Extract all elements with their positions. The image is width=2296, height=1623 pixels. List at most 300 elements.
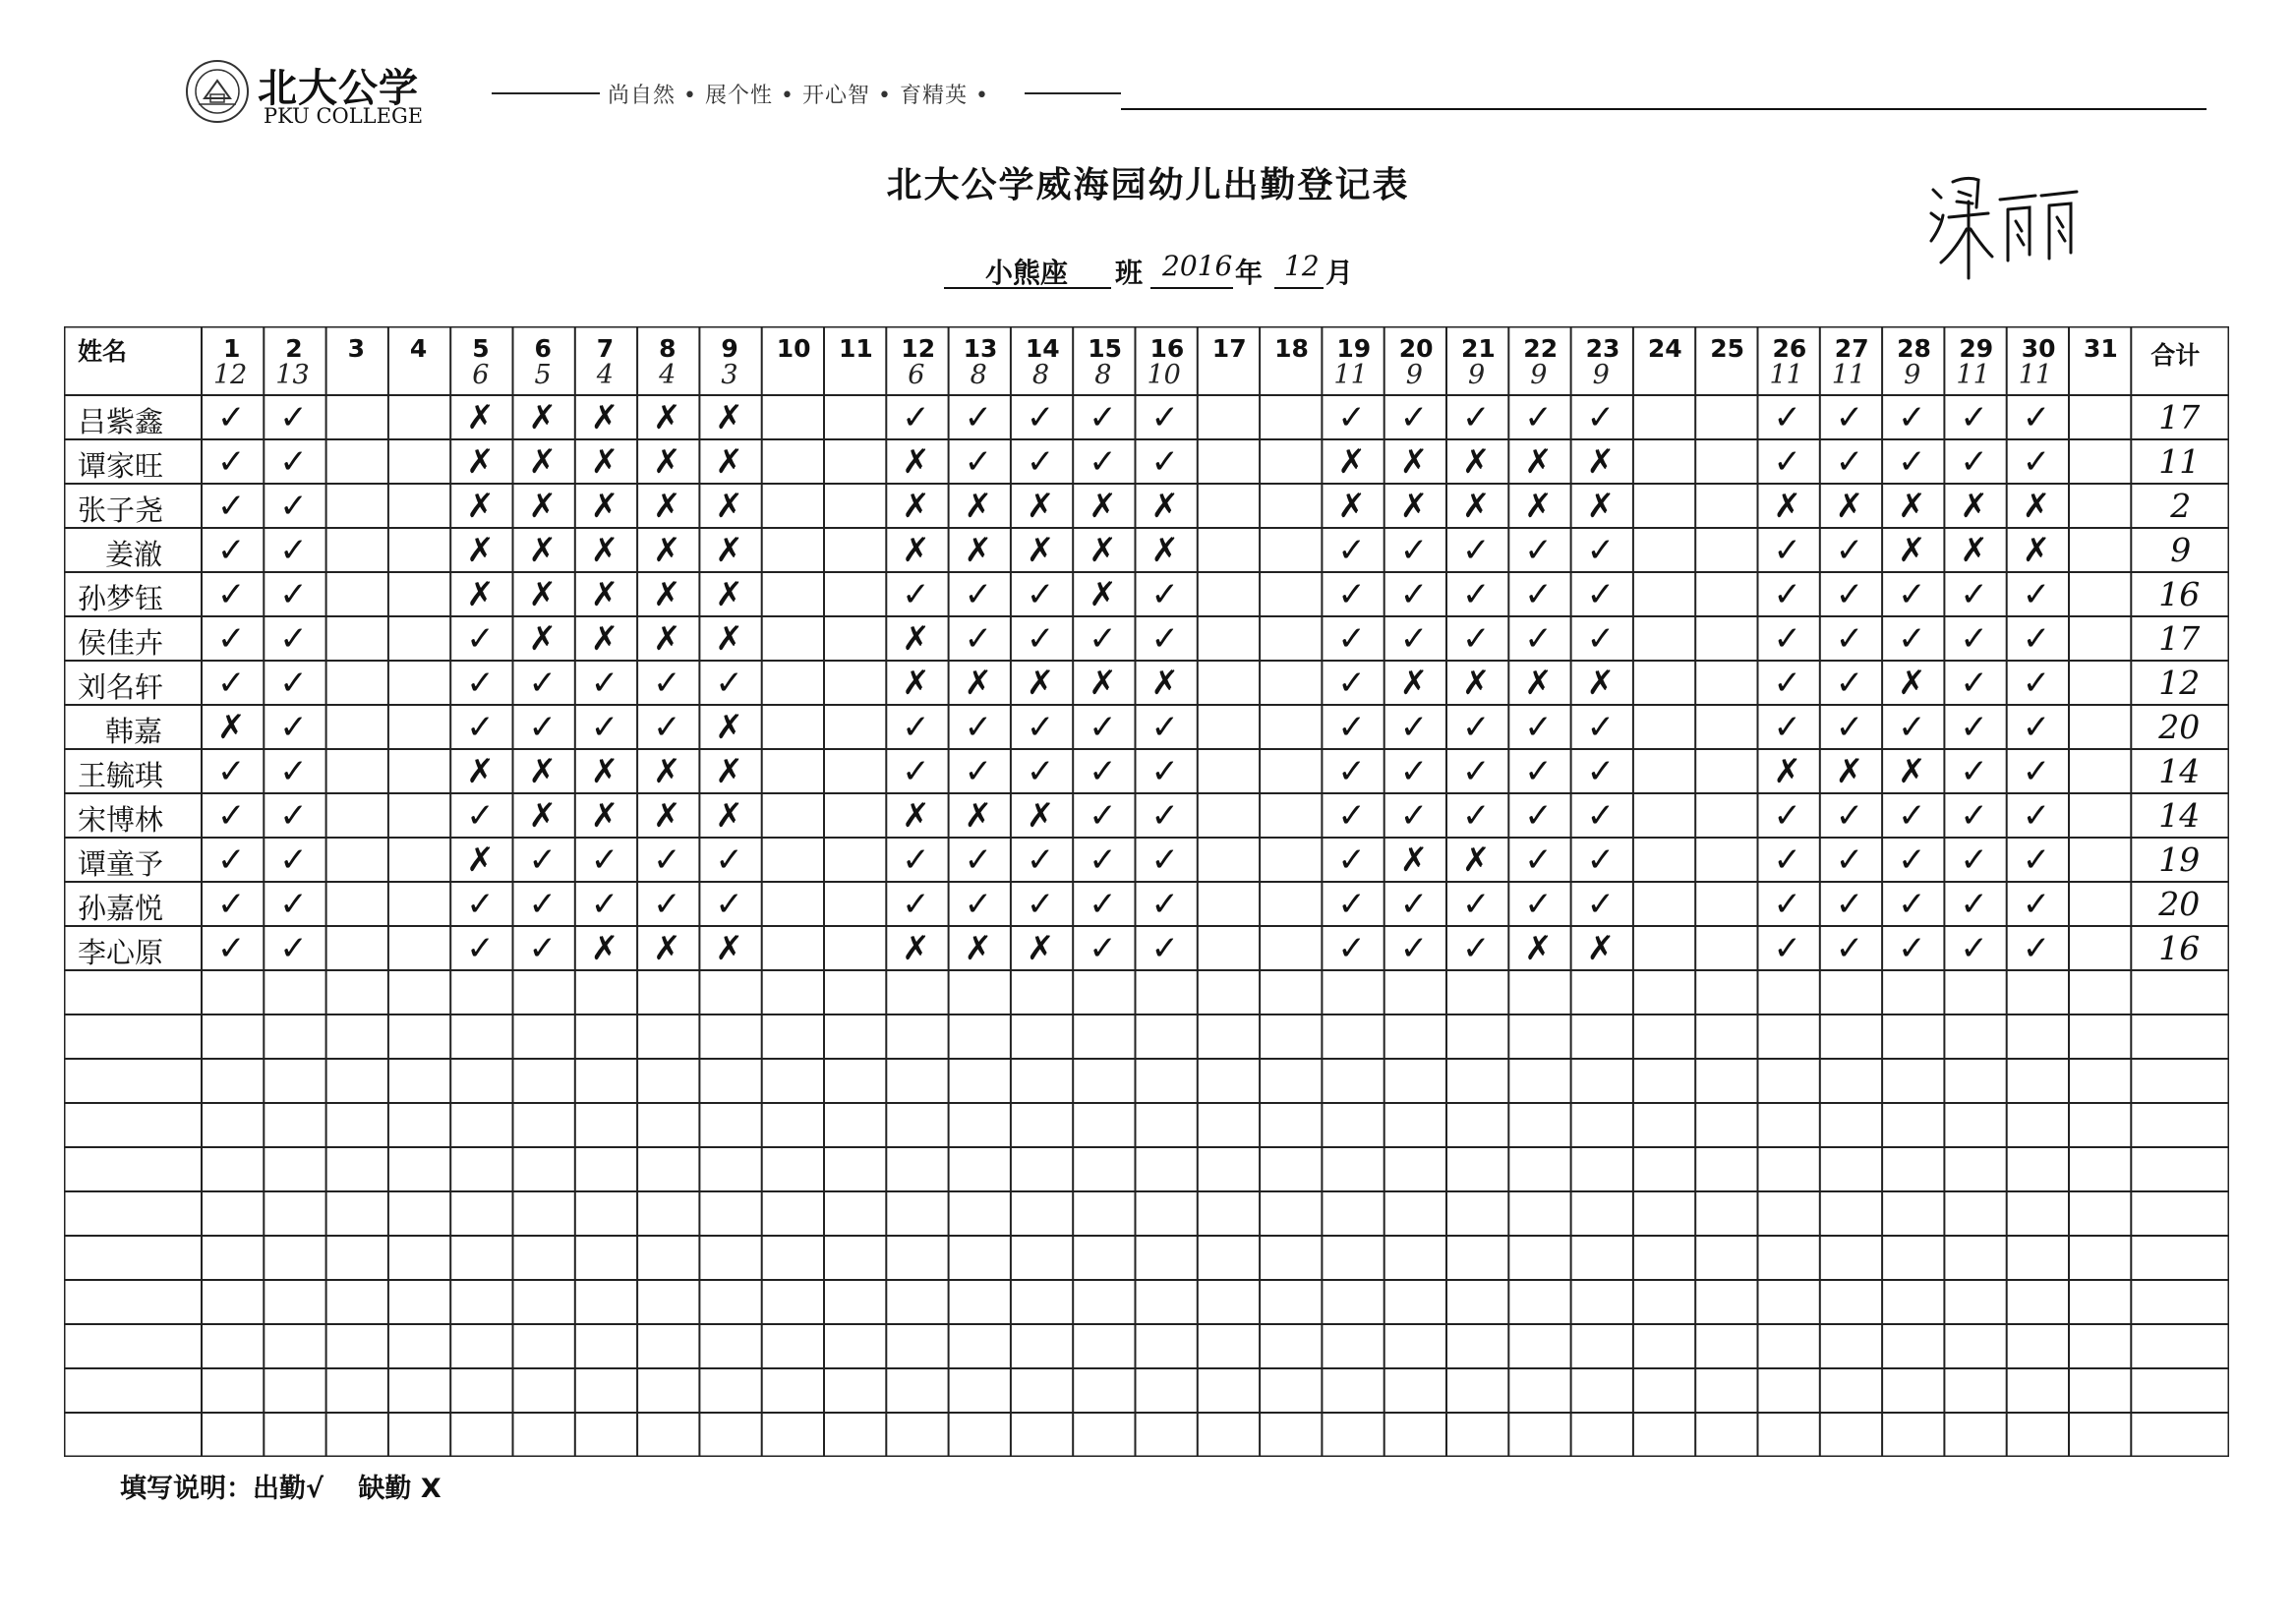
absent-mark: ✗ bbox=[528, 752, 557, 791]
absent-mark: ✗ bbox=[590, 442, 619, 482]
absent-mark: ✗ bbox=[715, 531, 743, 570]
month-value: 12 bbox=[1284, 250, 1320, 282]
present-mark: ✓ bbox=[217, 752, 246, 791]
present-mark: ✓ bbox=[1337, 575, 1366, 614]
student-name: 姜澈 bbox=[105, 538, 163, 571]
absent-mark: ✗ bbox=[528, 575, 557, 614]
present-mark: ✓ bbox=[715, 840, 743, 880]
day-header: 14 bbox=[1025, 334, 1060, 363]
absent-mark: ✗ bbox=[1524, 664, 1553, 703]
day-header: 21 bbox=[1461, 334, 1496, 363]
present-mark: ✓ bbox=[279, 398, 308, 437]
day-header: 25 bbox=[1710, 334, 1744, 363]
present-mark: ✓ bbox=[964, 398, 993, 437]
present-mark: ✓ bbox=[2022, 840, 2051, 880]
present-mark: ✓ bbox=[1524, 796, 1553, 836]
absent-mark: ✗ bbox=[1399, 487, 1429, 526]
present-mark: ✓ bbox=[1835, 929, 1864, 968]
present-mark: ✓ bbox=[1462, 619, 1491, 659]
student-name: 谭童予 bbox=[78, 847, 164, 881]
absent-mark: ✗ bbox=[1150, 531, 1179, 570]
absent-mark: ✗ bbox=[1089, 531, 1117, 570]
day-header: 8 bbox=[659, 334, 677, 363]
present-mark: ✓ bbox=[279, 929, 308, 968]
absent-mark: ✗ bbox=[1089, 664, 1117, 703]
student-name: 吕紫鑫 bbox=[78, 405, 164, 438]
day-header: 1 bbox=[223, 334, 241, 363]
present-mark: ✓ bbox=[1835, 575, 1864, 614]
present-mark: ✓ bbox=[1960, 885, 1988, 924]
present-mark: ✓ bbox=[590, 664, 619, 703]
present-mark: ✓ bbox=[2022, 619, 2051, 659]
present-mark: ✓ bbox=[1960, 840, 1988, 880]
absent-mark: ✗ bbox=[590, 619, 619, 659]
present-mark: ✓ bbox=[1089, 752, 1117, 791]
present-mark: ✓ bbox=[1960, 708, 1988, 747]
day-header: 23 bbox=[1585, 334, 1620, 363]
present-mark: ✓ bbox=[1399, 619, 1429, 659]
absent-mark: ✗ bbox=[902, 531, 930, 570]
present-mark: ✓ bbox=[217, 398, 246, 437]
student-total: 9 bbox=[2170, 531, 2192, 569]
present-mark: ✓ bbox=[1586, 752, 1616, 791]
absent-mark: ✗ bbox=[466, 752, 495, 791]
day-header: 15 bbox=[1088, 334, 1122, 363]
day-header: 31 bbox=[2084, 334, 2118, 363]
present-mark: ✓ bbox=[964, 442, 993, 482]
student-total: 17 bbox=[2158, 619, 2201, 658]
absent-mark: ✗ bbox=[964, 929, 993, 968]
absent-mark: ✗ bbox=[590, 752, 619, 791]
month-label: 月 bbox=[1325, 257, 1354, 289]
present-mark: ✓ bbox=[1773, 575, 1801, 614]
present-mark: ✓ bbox=[964, 885, 993, 924]
class-name: 小熊座 bbox=[985, 257, 1069, 289]
absent-mark: ✗ bbox=[902, 929, 930, 968]
present-mark: ✓ bbox=[1337, 885, 1366, 924]
day-count: 11 bbox=[1831, 360, 1866, 390]
present-mark: ✓ bbox=[1835, 619, 1864, 659]
present-mark: ✓ bbox=[217, 487, 246, 526]
present-mark: ✓ bbox=[1150, 796, 1179, 836]
present-mark: ✓ bbox=[2022, 442, 2051, 482]
page-title: 北大公学威海园幼儿出勤登记表 bbox=[886, 165, 1410, 205]
present-mark: ✓ bbox=[1586, 575, 1616, 614]
absent-mark: ✗ bbox=[1026, 531, 1055, 570]
absent-mark: ✗ bbox=[1089, 487, 1117, 526]
day-count: 4 bbox=[596, 360, 614, 390]
absent-mark: ✗ bbox=[1960, 531, 1988, 570]
present-mark: ✓ bbox=[715, 664, 743, 703]
present-mark: ✓ bbox=[1524, 398, 1553, 437]
student-total: 12 bbox=[2158, 664, 2201, 702]
slogan-item: 育精英 bbox=[900, 84, 969, 108]
present-mark: ✓ bbox=[1337, 752, 1366, 791]
present-mark: ✓ bbox=[1524, 885, 1553, 924]
present-mark: ✓ bbox=[1773, 840, 1801, 880]
present-mark: ✓ bbox=[1524, 575, 1553, 614]
present-mark: ✓ bbox=[466, 929, 495, 968]
present-mark: ✓ bbox=[590, 708, 619, 747]
absent-mark: ✗ bbox=[466, 398, 495, 437]
day-count: 11 bbox=[1769, 360, 1803, 390]
present-mark: ✓ bbox=[528, 708, 557, 747]
day-header: 10 bbox=[776, 334, 811, 363]
present-mark: ✓ bbox=[1835, 840, 1864, 880]
absent-mark: ✗ bbox=[653, 398, 681, 437]
absent-mark: ✗ bbox=[590, 575, 619, 614]
day-count: 12 bbox=[213, 360, 248, 390]
present-mark: ✓ bbox=[1462, 796, 1491, 836]
student-name: 张子尧 bbox=[78, 493, 164, 527]
present-mark: ✓ bbox=[1462, 885, 1491, 924]
student-name: 宋博林 bbox=[78, 803, 164, 837]
absent-mark: ✗ bbox=[466, 487, 495, 526]
present-mark: ✓ bbox=[1773, 885, 1801, 924]
present-mark: ✓ bbox=[1337, 708, 1366, 747]
student-total: 19 bbox=[2158, 840, 2201, 879]
present-mark: ✓ bbox=[964, 575, 993, 614]
present-mark: ✓ bbox=[1089, 840, 1117, 880]
present-mark: ✓ bbox=[1462, 398, 1491, 437]
present-mark: ✓ bbox=[1835, 442, 1864, 482]
absent-mark: ✗ bbox=[1835, 487, 1864, 526]
present-mark: ✓ bbox=[653, 664, 681, 703]
student-name: 孙梦钰 bbox=[78, 582, 164, 615]
present-mark: ✓ bbox=[1089, 796, 1117, 836]
student-total: 16 bbox=[2158, 929, 2201, 967]
present-mark: ✓ bbox=[1835, 885, 1864, 924]
absent-mark: ✗ bbox=[1399, 664, 1429, 703]
absent-mark: ✗ bbox=[1586, 929, 1616, 968]
present-mark: ✓ bbox=[1026, 442, 1055, 482]
absent-mark: ✗ bbox=[590, 796, 619, 836]
absent-mark: ✗ bbox=[1773, 487, 1801, 526]
present-mark: ✓ bbox=[466, 664, 495, 703]
present-mark: ✓ bbox=[1150, 619, 1179, 659]
present-mark: ✓ bbox=[1337, 531, 1366, 570]
attendance-table bbox=[64, 326, 2229, 1457]
present-mark: ✓ bbox=[279, 840, 308, 880]
present-mark: ✓ bbox=[1150, 398, 1179, 437]
student-name: 侯佳卉 bbox=[78, 626, 164, 660]
student-total: 2 bbox=[2170, 487, 2192, 525]
day-header: 6 bbox=[534, 334, 552, 363]
day-header: 2 bbox=[285, 334, 303, 363]
present-mark: ✓ bbox=[1773, 398, 1801, 437]
present-mark: ✓ bbox=[1462, 929, 1491, 968]
present-mark: ✓ bbox=[1337, 619, 1366, 659]
day-count: 11 bbox=[1333, 360, 1368, 390]
present-mark: ✓ bbox=[1462, 575, 1491, 614]
day-header: 29 bbox=[1959, 334, 1994, 363]
present-mark: ✓ bbox=[1462, 752, 1491, 791]
present-mark: ✓ bbox=[1835, 708, 1864, 747]
legend bbox=[120, 1467, 467, 1505]
day-count: 3 bbox=[721, 360, 738, 390]
day-header: 4 bbox=[409, 334, 428, 363]
present-mark: ✓ bbox=[466, 619, 495, 659]
present-mark: ✓ bbox=[1150, 752, 1179, 791]
day-header: 20 bbox=[1398, 334, 1434, 363]
present-mark: ✓ bbox=[1026, 575, 1055, 614]
absent-mark: ✗ bbox=[653, 487, 681, 526]
present-mark: ✓ bbox=[2022, 575, 2051, 614]
present-mark: ✓ bbox=[2022, 664, 2051, 703]
slogan-line-left bbox=[492, 92, 600, 94]
present-mark: ✓ bbox=[902, 575, 930, 614]
present-mark: ✓ bbox=[1399, 398, 1429, 437]
present-mark: ✓ bbox=[1898, 442, 1926, 482]
present-mark: ✓ bbox=[217, 840, 246, 880]
absent-mark: ✗ bbox=[466, 575, 495, 614]
present-mark: ✓ bbox=[1524, 840, 1553, 880]
day-count: 9 bbox=[1468, 360, 1486, 390]
present-mark: ✓ bbox=[1524, 619, 1553, 659]
present-mark: ✓ bbox=[1960, 929, 1988, 968]
present-mark: ✓ bbox=[279, 708, 308, 747]
present-mark: ✓ bbox=[2022, 752, 2051, 791]
present-mark: ✓ bbox=[1835, 796, 1864, 836]
present-mark: ✓ bbox=[1898, 885, 1926, 924]
day-count: 11 bbox=[2018, 360, 2053, 390]
day-count: 10 bbox=[1147, 360, 1181, 390]
absent-mark: ✗ bbox=[1337, 487, 1366, 526]
absent-mark: ✗ bbox=[902, 442, 930, 482]
present-mark: ✓ bbox=[715, 885, 743, 924]
day-header: 16 bbox=[1149, 334, 1185, 363]
student-name: 孙嘉悦 bbox=[78, 892, 164, 925]
day-count: 13 bbox=[275, 360, 310, 390]
present-mark: ✓ bbox=[1898, 398, 1926, 437]
student-total: 20 bbox=[2158, 885, 2201, 923]
present-mark: ✓ bbox=[1399, 929, 1429, 968]
day-header: 27 bbox=[1834, 334, 1869, 363]
present-mark: ✓ bbox=[1586, 840, 1616, 880]
present-mark: ✓ bbox=[217, 442, 246, 482]
absent-mark: ✗ bbox=[1150, 487, 1179, 526]
present-mark: ✓ bbox=[1026, 398, 1055, 437]
absent-mark: ✗ bbox=[528, 619, 557, 659]
absent-mark: ✗ bbox=[715, 929, 743, 968]
present-mark: ✓ bbox=[1835, 664, 1864, 703]
year-label: 年 bbox=[1235, 257, 1264, 289]
absent-mark: ✗ bbox=[1898, 664, 1926, 703]
day-header: 5 bbox=[472, 334, 490, 363]
present-mark: ✓ bbox=[1773, 708, 1801, 747]
present-mark: ✓ bbox=[1026, 752, 1055, 791]
absent-mark: ✗ bbox=[1462, 664, 1491, 703]
day-header: 7 bbox=[596, 334, 615, 363]
present-mark: ✓ bbox=[1773, 619, 1801, 659]
present-mark: ✓ bbox=[217, 531, 246, 570]
slogan-item: 开心智 bbox=[802, 84, 871, 108]
present-mark: ✓ bbox=[1773, 664, 1801, 703]
present-mark: ✓ bbox=[279, 575, 308, 614]
slogan-line-right bbox=[1025, 92, 1121, 94]
absent-mark: ✗ bbox=[1960, 487, 1988, 526]
day-header: 18 bbox=[1274, 334, 1309, 363]
day-count: 9 bbox=[1530, 360, 1548, 390]
absent-mark: ✗ bbox=[1773, 752, 1801, 791]
absent-mark: ✗ bbox=[1026, 487, 1055, 526]
absent-mark: ✗ bbox=[2022, 487, 2051, 526]
present-mark: ✓ bbox=[1150, 575, 1179, 614]
present-mark: ✓ bbox=[2022, 398, 2051, 437]
absent-mark: ✗ bbox=[1399, 840, 1429, 880]
logo-english-name: PKU COLLEGE bbox=[264, 104, 424, 128]
present-mark: ✓ bbox=[1337, 664, 1366, 703]
handwritten-signature bbox=[1927, 172, 2094, 290]
absent-mark: ✗ bbox=[1462, 442, 1491, 482]
absent-mark: ✗ bbox=[715, 752, 743, 791]
present-mark: ✓ bbox=[1150, 708, 1179, 747]
absent-mark: ✗ bbox=[528, 442, 557, 482]
present-mark: ✓ bbox=[1089, 885, 1117, 924]
absent-mark: ✗ bbox=[1586, 442, 1616, 482]
present-mark: ✓ bbox=[528, 885, 557, 924]
present-mark: ✓ bbox=[1026, 840, 1055, 880]
student-name: 李心原 bbox=[78, 936, 164, 969]
absent-mark: ✗ bbox=[1026, 929, 1055, 968]
absent-mark: ✗ bbox=[1462, 840, 1491, 880]
absent-mark: ✗ bbox=[902, 619, 930, 659]
present-mark: ✓ bbox=[902, 708, 930, 747]
absent-mark: ✗ bbox=[964, 664, 993, 703]
present-mark: ✓ bbox=[1399, 575, 1429, 614]
present-mark: ✓ bbox=[2022, 885, 2051, 924]
present-mark: ✓ bbox=[1524, 531, 1553, 570]
absent-mark: ✗ bbox=[1524, 487, 1553, 526]
absent-mark: ✗ bbox=[715, 796, 743, 836]
present-mark: ✓ bbox=[902, 752, 930, 791]
absent-mark: ✗ bbox=[653, 619, 681, 659]
present-mark: ✓ bbox=[1089, 619, 1117, 659]
present-mark: ✓ bbox=[1089, 929, 1117, 968]
present-mark: ✓ bbox=[1089, 708, 1117, 747]
absent-mark: ✗ bbox=[1399, 442, 1429, 482]
absent-mark: ✗ bbox=[1524, 929, 1553, 968]
present-mark: ✓ bbox=[964, 752, 993, 791]
present-mark: ✓ bbox=[466, 708, 495, 747]
present-mark: ✓ bbox=[2022, 929, 2051, 968]
present-mark: ✓ bbox=[1399, 796, 1429, 836]
present-mark: ✓ bbox=[1089, 442, 1117, 482]
absent-mark: ✗ bbox=[590, 398, 619, 437]
present-mark: ✓ bbox=[1898, 619, 1926, 659]
present-mark: ✓ bbox=[217, 929, 246, 968]
present-mark: ✓ bbox=[1773, 442, 1801, 482]
absent-mark: ✗ bbox=[902, 796, 930, 836]
present-mark: ✓ bbox=[1773, 796, 1801, 836]
absent-mark: ✗ bbox=[528, 531, 557, 570]
absent-mark: ✗ bbox=[590, 487, 619, 526]
present-mark: ✓ bbox=[1399, 531, 1429, 570]
present-mark: ✓ bbox=[217, 619, 246, 659]
absent-mark: ✗ bbox=[1337, 442, 1366, 482]
present-mark: ✓ bbox=[1586, 885, 1616, 924]
day-header: 28 bbox=[1897, 334, 1931, 363]
present-mark: ✓ bbox=[279, 752, 308, 791]
class-label: 班 bbox=[1115, 257, 1144, 289]
present-mark: ✓ bbox=[1586, 708, 1616, 747]
absent-mark: ✗ bbox=[715, 708, 743, 747]
total-header: 合计 bbox=[2150, 341, 2201, 370]
present-mark: ✓ bbox=[1337, 840, 1366, 880]
present-mark: ✓ bbox=[1150, 442, 1179, 482]
absent-mark: ✗ bbox=[1898, 752, 1926, 791]
absent-mark: ✗ bbox=[590, 929, 619, 968]
student-total: 11 bbox=[2158, 442, 2201, 481]
absent-mark: ✗ bbox=[1898, 487, 1926, 526]
present-mark: ✓ bbox=[1150, 840, 1179, 880]
slogan bbox=[492, 79, 1121, 108]
absent-mark: ✗ bbox=[964, 796, 993, 836]
slogan-text: 尚自然 • 展个性 • 开心智 • 育精英 • bbox=[608, 84, 989, 108]
present-mark: ✓ bbox=[1898, 708, 1926, 747]
present-mark: ✓ bbox=[653, 708, 681, 747]
present-mark: ✓ bbox=[1586, 398, 1616, 437]
present-mark: ✓ bbox=[279, 487, 308, 526]
absent-mark: ✗ bbox=[1150, 664, 1179, 703]
absent-mark: ✗ bbox=[715, 619, 743, 659]
absent-mark: ✗ bbox=[715, 487, 743, 526]
present-mark: ✓ bbox=[1337, 796, 1366, 836]
absent-mark: ✗ bbox=[1835, 752, 1864, 791]
day-count: 9 bbox=[1592, 360, 1610, 390]
absent-mark: ✗ bbox=[1089, 575, 1117, 614]
header-rule bbox=[1121, 108, 2207, 110]
student-total: 16 bbox=[2158, 575, 2201, 613]
absent-mark: ✗ bbox=[964, 487, 993, 526]
present-mark: ✓ bbox=[1026, 619, 1055, 659]
day-header: 9 bbox=[721, 334, 738, 363]
day-header: 22 bbox=[1523, 334, 1559, 363]
present-mark: ✓ bbox=[217, 885, 246, 924]
present-mark: ✓ bbox=[1586, 531, 1616, 570]
absent-mark: ✗ bbox=[528, 487, 557, 526]
absent-mark: ✗ bbox=[590, 531, 619, 570]
absent-mark: ✗ bbox=[653, 752, 681, 791]
present-mark: ✓ bbox=[217, 796, 246, 836]
absent-mark: ✗ bbox=[1026, 664, 1055, 703]
slogan-item: 尚自然 bbox=[608, 84, 677, 108]
present-mark: ✓ bbox=[964, 619, 993, 659]
absent-mark: ✗ bbox=[1898, 531, 1926, 570]
absent-mark: ✗ bbox=[1462, 487, 1491, 526]
present-mark: ✓ bbox=[1399, 885, 1429, 924]
absent-mark: ✗ bbox=[466, 442, 495, 482]
present-mark: ✓ bbox=[1026, 708, 1055, 747]
absent-mark: ✗ bbox=[653, 531, 681, 570]
day-count: 5 bbox=[534, 360, 552, 390]
absent-mark: ✗ bbox=[653, 929, 681, 968]
present-mark: ✓ bbox=[1586, 619, 1616, 659]
day-header: 11 bbox=[839, 334, 873, 363]
present-mark: ✓ bbox=[1150, 929, 1179, 968]
student-total: 14 bbox=[2158, 752, 2201, 790]
absent-mark: ✗ bbox=[217, 708, 246, 747]
present-mark: ✓ bbox=[653, 885, 681, 924]
absent-mark: ✗ bbox=[715, 442, 743, 482]
present-mark: ✓ bbox=[964, 708, 993, 747]
present-mark: ✓ bbox=[1898, 796, 1926, 836]
name-header: 姓名 bbox=[78, 337, 128, 366]
student-total: 20 bbox=[2158, 708, 2201, 746]
present-mark: ✓ bbox=[1835, 531, 1864, 570]
present-mark: ✓ bbox=[1773, 929, 1801, 968]
present-mark: ✓ bbox=[1960, 619, 1988, 659]
